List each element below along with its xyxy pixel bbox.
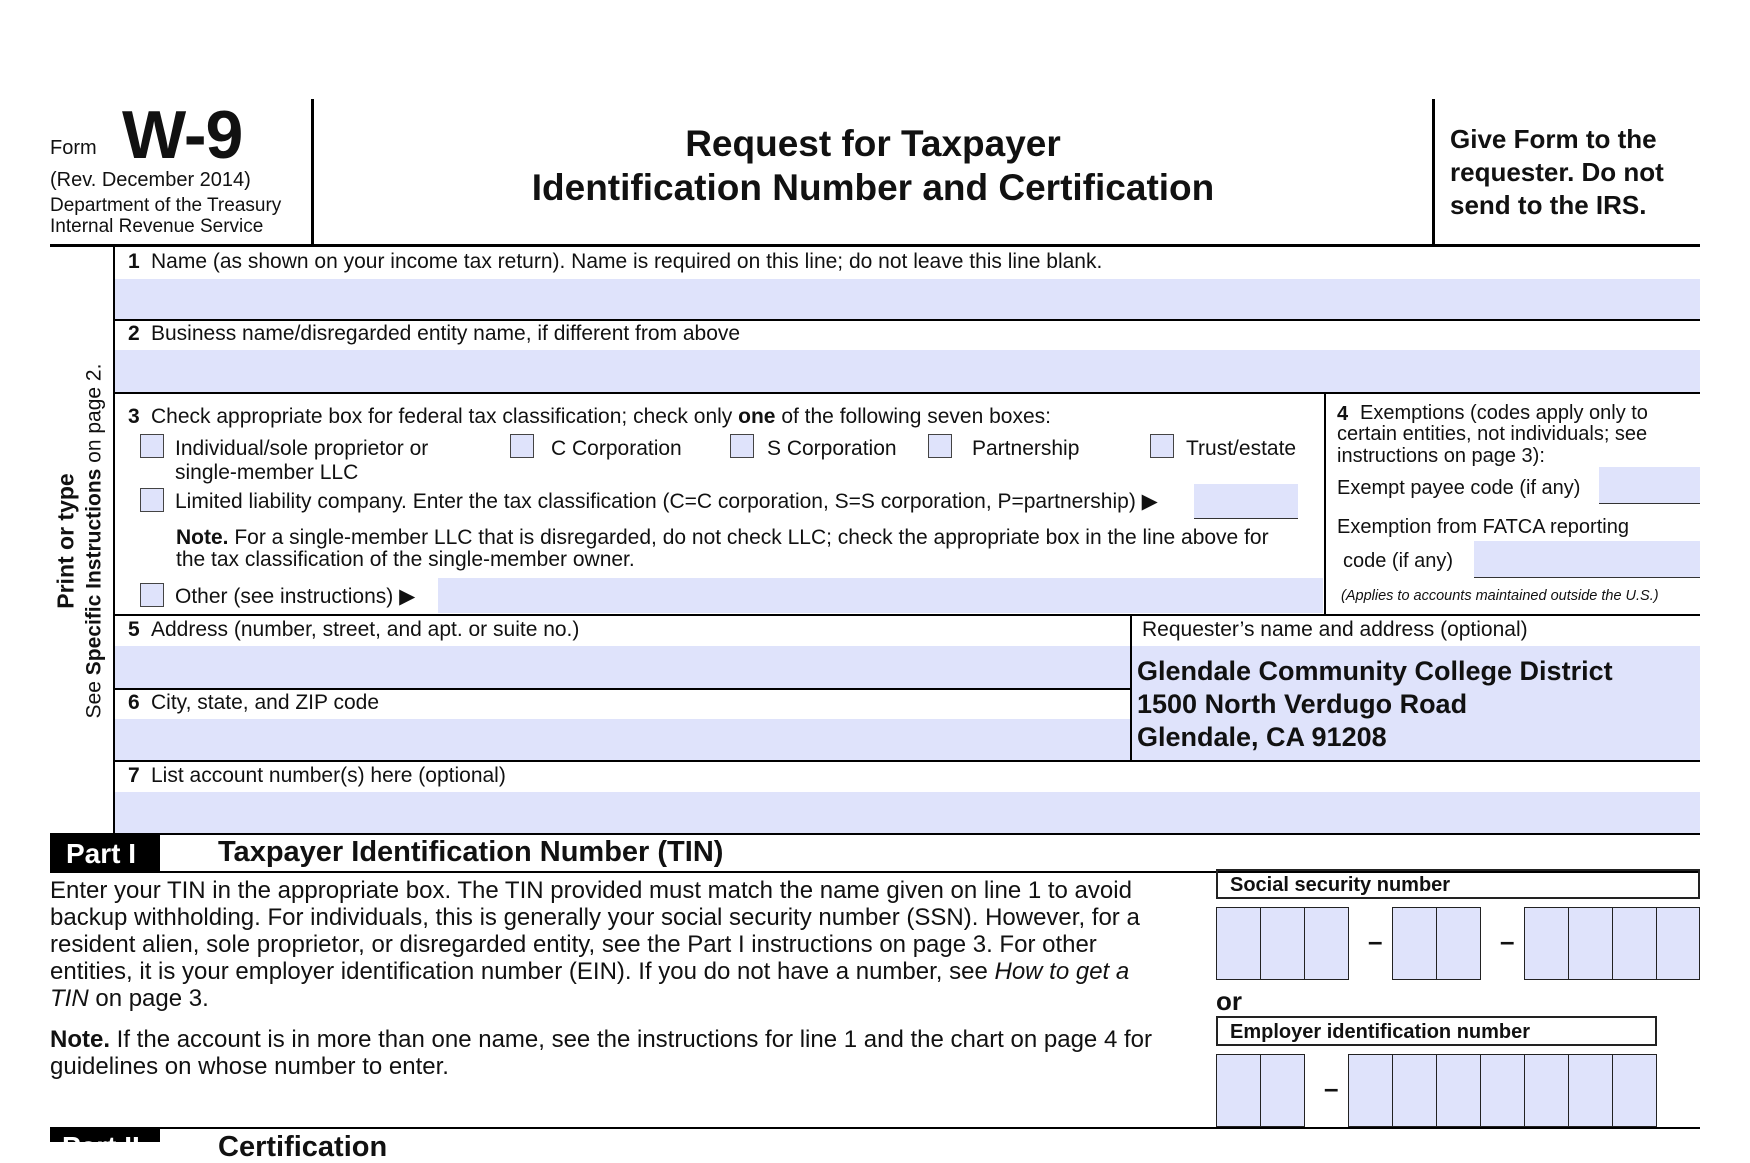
form-title-line2: Identification Number and Certification [531,167,1215,208]
individual-label-1: Individual/sole proprietor or [175,437,429,460]
llc-classification-input[interactable] [1194,484,1298,519]
fatca-label-1: Exemption from FATCA reporting [1337,516,1629,538]
give-form-line2: requester. Do not [1450,157,1664,187]
individual-label-2: single-member LLC [175,461,359,484]
ein-digit[interactable] [1568,1054,1613,1127]
give-form-line3: send to the IRS. [1450,190,1647,220]
line2-number: 2 [128,322,140,345]
requester-line1: Glendale Community College District [1137,656,1613,686]
ssn-label: Social security number [1230,874,1451,896]
line5-address-input[interactable] [115,646,1130,688]
line7-label: List account number(s) here (optional) [151,764,506,787]
line1-name-input[interactable] [115,279,1700,319]
ssn-digit[interactable] [1524,907,1569,980]
form-number: W-9 [122,97,243,173]
form-word: Form [50,137,97,159]
ein-digit[interactable] [1480,1054,1525,1127]
side-see: See [82,680,106,718]
checkbox-s-corporation[interactable] [730,434,754,458]
ein-digit[interactable] [1612,1054,1657,1127]
llc-note-line1: Note. For a single-member LLC that is disregarded, do not check LLC; check the appropriate box in the line above for [176,526,1269,549]
line4-label-2: certain entities, not individuals; see [1337,423,1648,445]
side-label [47,248,113,833]
ein-digit[interactable] [1392,1054,1437,1127]
line4-label-3: instructions on page 3): [1337,445,1545,467]
ein-dash: – [1324,1073,1339,1103]
department-label: Department of the Treasury [50,195,282,216]
line4-number: 4 [1337,403,1349,425]
or-label: or [1216,986,1242,1016]
checkbox-trust-estate[interactable] [1150,434,1174,458]
line6-city-input[interactable] [115,719,1130,760]
line3-number: 3 [128,405,140,428]
line7-number: 7 [128,764,140,787]
ein-digit[interactable] [1348,1054,1393,1127]
line4-label-1: Exemptions (codes apply only to [1360,402,1648,424]
ssn-digit[interactable] [1656,907,1700,980]
line1-label: Name (as shown on your income tax return). Name is required on this line; do not leave this line blank. [151,250,1103,273]
line2-label: Business name/disregarded entity name, if different from above [151,322,741,345]
ein-label: Employer identification number [1230,1021,1531,1043]
exempt-payee-label: Exempt payee code (if any) [1337,477,1581,499]
fatca-label-2: code (if any) [1343,550,1454,572]
irs-label: Internal Revenue Service [50,216,264,237]
llc-label: Limited liability company. Enter the tax classification (C=C corporation, S=S corporation, P=partnership) ▶ [175,490,1158,513]
fatca-code-input[interactable] [1474,541,1700,578]
side-print-or-type: Print or type [52,472,79,609]
side-specific: Specific Instructions [82,468,106,675]
line6-number: 6 [128,691,140,714]
ein-digit[interactable] [1524,1054,1569,1127]
trust-estate-label: Trust/estate [1186,437,1297,460]
checkbox-partnership[interactable] [928,434,952,458]
line5-label: Address (number, street, and apt. or suite no.) [151,618,580,641]
checkbox-individual[interactable] [140,434,164,458]
s-corporation-label: S Corporation [767,437,897,460]
ssn-dash-1: – [1368,926,1383,956]
line2-business-input[interactable] [115,350,1700,392]
line5-number: 5 [128,618,140,641]
ein-digit[interactable] [1436,1054,1481,1127]
ssn-digit[interactable] [1304,907,1349,980]
ssn-digit[interactable] [1612,907,1657,980]
give-form-line1: Give Form to the [1450,124,1657,154]
line7-account-input[interactable] [115,792,1700,833]
header-rule [50,244,1700,247]
ssn-dash-2: – [1500,926,1515,956]
other-classification-input[interactable] [438,578,1323,613]
form-title-line1: Request for Taxpayer [685,123,1061,164]
llc-note-line2: the tax classification of the single-member owner. [176,548,635,571]
part2-tag: Part II [50,1129,160,1142]
partnership-label: Partnership [972,437,1080,460]
exempt-payee-input[interactable] [1599,467,1700,504]
checkbox-llc[interactable] [140,488,164,512]
part2-title: Certification [218,1131,388,1163]
ssn-digit[interactable] [1260,907,1305,980]
ein-digit[interactable] [1216,1054,1261,1127]
c-corporation-label: C Corporation [551,437,682,460]
requester-line3: Glendale, CA 91208 [1137,722,1387,752]
fatca-applies-note: (Applies to accounts maintained outside the U.S.) [1341,588,1659,604]
ssn-digit[interactable] [1392,907,1437,980]
form-revision: (Rev. December 2014) [50,169,251,191]
requester-line2: 1500 North Verdugo Road [1137,689,1468,719]
ssn-digit[interactable] [1216,907,1261,980]
line3-label: Check appropriate box for federal tax classification; check only one of the following seven boxes: [151,405,1051,428]
side-page: on page 2. [82,363,106,463]
ssn-digit[interactable] [1436,907,1481,980]
ssn-digit[interactable] [1568,907,1613,980]
ein-label-box [1216,1016,1657,1046]
part1-tag: Part I [50,835,160,871]
other-label: Other (see instructions) ▶ [175,585,416,608]
line1-number: 1 [128,250,140,273]
checkbox-c-corporation[interactable] [510,434,534,458]
ssn-label-box [1216,869,1700,899]
ein-digit[interactable] [1260,1054,1305,1127]
checkbox-other[interactable] [140,583,164,607]
requester-address-box[interactable] [1132,646,1700,760]
line6-label: City, state, and ZIP code [151,691,380,714]
requester-label: Requester’s name and address (optional) [1142,618,1528,641]
part1-title: Taxpayer Identification Number (TIN) [218,836,724,868]
